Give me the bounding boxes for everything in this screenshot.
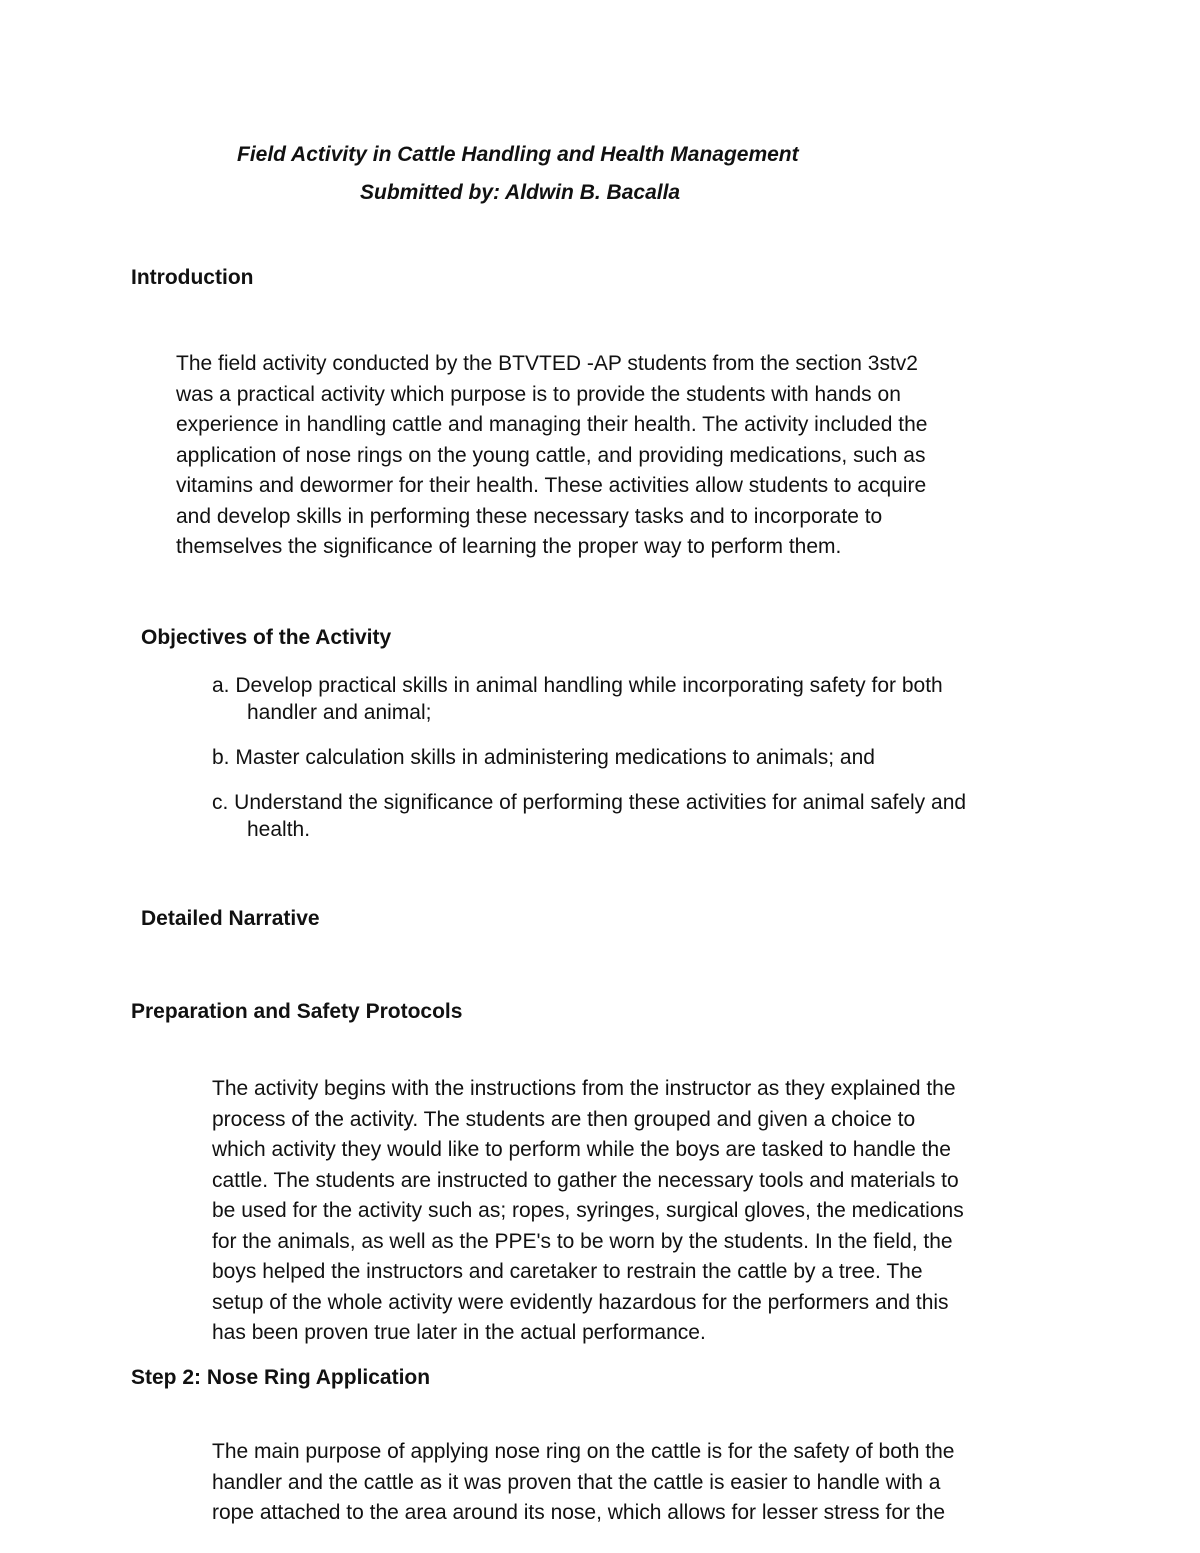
objective-text: a. Develop practical skills in animal handling while incorporating safety for both <box>212 674 943 697</box>
objective-item-a <box>212 672 943 726</box>
paragraph-line: rope attached to the area around its nose, which allows for lesser stress for the <box>212 1501 946 1524</box>
narrative-heading: Detailed Narrative <box>141 907 320 930</box>
objective-text-continued: health. <box>247 818 311 841</box>
step2-paragraph <box>212 1437 954 1529</box>
paragraph-line: which activity they would like to perform while the boys are tasked to handle the <box>212 1138 951 1161</box>
preparation-heading: Preparation and Safety Protocols <box>131 1000 463 1023</box>
paragraph-line: vitamins and dewormer for their health. These activities allow students to acquire <box>176 474 927 497</box>
paragraph-line: experience in handling cattle and managing their health. The activity included the <box>176 413 928 436</box>
objective-text: b. Master calculation skills in administering medications to animals; and <box>212 746 875 769</box>
paragraph-line: themselves the significance of learning the proper way to perform them. <box>176 535 842 558</box>
submitted-by: Submitted by: Aldwin B. Bacalla <box>360 181 681 204</box>
paragraph-line: setup of the whole activity were evidently hazardous for the performers and this <box>212 1290 949 1314</box>
step2-heading: Step 2: Nose Ring Application <box>131 1366 431 1389</box>
preparation-paragraph <box>212 1074 964 1349</box>
paragraph-line: has been proven true later in the actual performance. <box>212 1321 706 1344</box>
paragraph-line: process of the activity. The students are then grouped and given a choice to <box>212 1107 916 1131</box>
paragraph-line: boys helped the instructors and caretaker to restrain the cattle by a tree. The <box>212 1260 923 1283</box>
paragraph-line: was a practical activity which purpose is to provide the students with hands on <box>176 382 901 406</box>
paragraph-line: and develop skills in performing these necessary tasks and to incorporate to <box>176 504 883 528</box>
paragraph-line: The field activity conducted by the BTVTED -AP students from the section 3stv2 <box>176 352 918 375</box>
paragraph-line: cattle. The students are instructed to gather the necessary tools and materials to <box>212 1168 959 1192</box>
document-title: Field Activity in Cattle Handling and Health Management <box>237 143 799 166</box>
paragraph-line: application of nose rings on the young cattle, and providing medications, such as <box>176 443 926 467</box>
objective-item-b <box>212 744 875 771</box>
paragraph-line: The main purpose of applying nose ring on the cattle is for the safety of both the <box>212 1440 955 1463</box>
objective-text: c. Understand the significance of performing these activities for animal safely and <box>212 791 967 814</box>
objective-item-c <box>212 789 966 843</box>
paragraph-line: The activity begins with the instructions from the instructor as they explained the <box>212 1077 956 1100</box>
introduction-paragraph <box>176 349 927 563</box>
objective-text-continued: handler and animal; <box>247 701 432 724</box>
paragraph-line: be used for the activity such as; ropes, syringes, surgical gloves, the medications <box>212 1199 964 1222</box>
paragraph-line: handler and the cattle as it was proven that the cattle is easier to handle with a <box>212 1470 941 1494</box>
introduction-heading: Introduction <box>131 266 254 289</box>
objectives-heading: Objectives of the Activity <box>141 626 392 649</box>
paragraph-line: for the animals, as well as the PPE's to be worn by the students. In the field, the <box>212 1229 953 1253</box>
